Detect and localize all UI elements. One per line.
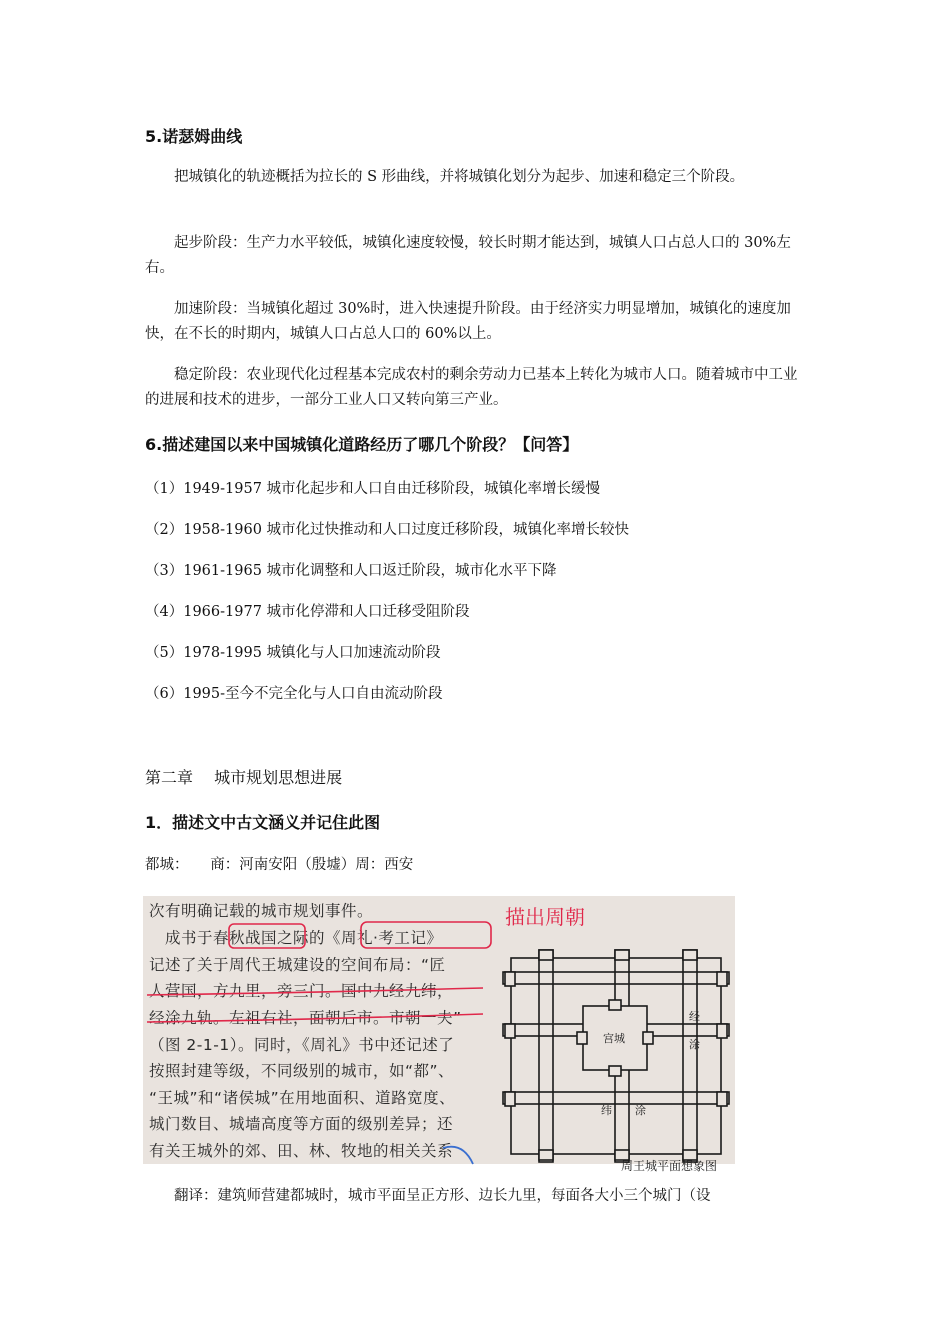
- stage-list-item: （6）1995-至今不完全化与人口自由流动阶段: [145, 686, 443, 702]
- palace-label: 宫城: [603, 1032, 625, 1045]
- city-gate: [505, 1092, 515, 1106]
- city-gate: [505, 1024, 515, 1038]
- stage-list-item: （4）1966-1977 城市化停滞和人口迁移受阻阶段: [145, 604, 470, 620]
- handwritten-note: 描出周朝: [505, 905, 585, 929]
- photo-text-line: 人营国，方九里，旁三门。国中九经九纬，: [149, 982, 454, 1000]
- palace-gate: [577, 1032, 587, 1044]
- red-pen-underline: [147, 1014, 483, 1022]
- northam-intro: 把城镇化的轨迹概括为拉长的 S 形曲线，并将城镇化划分为起步、加速和稳定三个阶段。: [174, 169, 745, 185]
- stage-list-item: （2）1958-1960 城市化过快推动和人口过度迁移阶段，城镇化率增长较快: [145, 522, 630, 538]
- question-1-heading: 1．描述文中古文涵义并记住此图: [145, 813, 381, 832]
- annotation-overlay: [143, 896, 735, 1173]
- chapter-title: 第二章 城市规划思想进展: [145, 768, 343, 787]
- translation-paragraph: 翻译：建筑师营建都城时，城市平面呈正方形、边长九里，每面各大小三个城门（设: [174, 1188, 711, 1204]
- jing-label: 经: [689, 1010, 700, 1023]
- city-gate: [615, 950, 629, 960]
- city-gate: [539, 1150, 553, 1160]
- photo-text-line: 按照封建等级，不同级别的城市，如“都”、: [149, 1062, 455, 1080]
- red-pen-box: [229, 924, 305, 948]
- textbook-photo: [143, 896, 735, 1173]
- stage-stable-paragraph: 稳定阶段：农业现代化过程基本完成农村的剩余劳动力已基本上转化为城市人口。随着城市中工业的进展和技术的进步，一部分工业人口又转向第三产业。: [145, 367, 798, 408]
- red-pen-underline: [147, 988, 483, 995]
- city-gate: [717, 1024, 727, 1038]
- tu-label: 涂: [689, 1038, 700, 1051]
- photo-text-line: 城门数目、城墙高度等方面的级别差异；还: [149, 1115, 454, 1133]
- stage-list-item: （3）1961-1965 城市化调整和人口返迁阶段，城市化水平下降: [145, 563, 557, 579]
- photo-text-line: “王城”和“诸侯城”在用地面积、道路宽度、: [149, 1089, 456, 1107]
- north-south-road: [683, 950, 697, 1162]
- photo-text-line: 有关王城外的郊、田、林、牧地的相关关系: [149, 1142, 454, 1160]
- section-6-heading: 6.描述建国以来中国城镇化道路经历了哪几个阶段？【问答】: [145, 435, 579, 454]
- capital-cities-line: 都城： 商：河南安阳（殷墟）周：西安: [145, 857, 414, 873]
- north-south-road: [539, 950, 553, 1162]
- stage-list-item: （5）1978-1995 城镇化与人口加速流动阶段: [145, 645, 441, 661]
- city-gate: [539, 950, 553, 960]
- photo-text-line: 次有明确记载的城市规划事件。: [149, 902, 374, 920]
- palace-gate: [609, 1066, 621, 1076]
- blue-pen-mark: [443, 1147, 473, 1164]
- city-plan-diagram: [503, 950, 729, 1162]
- tu-label: 涂: [635, 1104, 646, 1117]
- city-gate: [717, 972, 727, 986]
- section-5-heading: 5.诺瑟姆曲线: [145, 127, 243, 146]
- city-gate: [505, 972, 515, 986]
- red-pen-box: [361, 922, 491, 948]
- palace-gate: [643, 1032, 653, 1044]
- city-gate: [683, 950, 697, 960]
- city-gate: [717, 1092, 727, 1106]
- stage-acceleration-paragraph: 加速阶段：当城镇化超过 30%时，进入快速提升阶段。由于经济实力明显增加，城镇化的速度加快，在不长的时期内，城镇人口占总人口的 60%以上。: [145, 301, 791, 342]
- photo-text-line: 经涂九轨。左祖右社，面朝后市。市朝一夫”: [149, 1009, 462, 1027]
- palace-gate: [609, 1000, 621, 1010]
- stage-initial-paragraph: 起步阶段：生产力水平较低，城镇化速度较慢，较长时期才能达到，城镇人口占总人口的 30%左右。: [145, 235, 791, 276]
- photo-text-line: 记述了关于周代王城建设的空间布局：“匠: [149, 956, 446, 974]
- photo-text-line: 成书于春秋战国之际的《周礼·考工记》: [149, 929, 443, 947]
- stage-list-item: （1）1949-1957 城市化起步和人口自由迁移阶段，城镇化率增长缓慢: [145, 481, 601, 497]
- diagram-caption: 周王城平面想象图: [621, 1159, 718, 1173]
- wei-label: 纬: [601, 1104, 612, 1117]
- photo-text-line: （图 2-1-1）。同时，《周礼》书中还记述了: [149, 1036, 455, 1054]
